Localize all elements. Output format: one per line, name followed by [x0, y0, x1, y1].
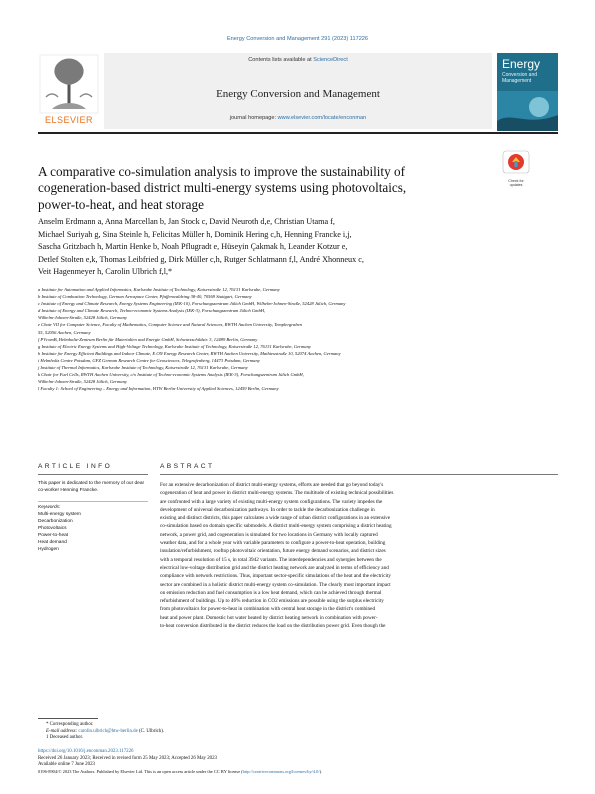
doi-link[interactable]: https://doi.org/10.1016/j.enconman.2023.117226: [38, 749, 134, 754]
abstract-line: development of universal decarbonization pathways. In order to tackle the decarbonization challenge in: [160, 506, 375, 513]
keyword: Photovoltaics: [38, 525, 67, 531]
homepage-prefix: journal homepage:: [229, 115, 278, 121]
affiliation: j Institute of Thermal Informatics, Karlsruhe Institute of Technology, Kaiserstraße 12, 76131 Karlsruhe, Germany: [38, 365, 248, 371]
info-divider: [38, 501, 148, 502]
abstract-rule: [160, 474, 558, 475]
affiliation: k Chair for Fuel Cells, RWTH Aachen University, c/o Institute of Techno-economic Systems Analysis (IEK-3), Forschungszentrum Jülich GmbH,: [38, 372, 304, 378]
crossmark-label: [502, 179, 530, 188]
homepage-line: [104, 115, 492, 121]
footnote-rule: [38, 718, 98, 719]
footnote-corresponding: * Corresponding author.: [46, 722, 94, 727]
affiliation: e Chair VII for Computer Science, Faculty of Mathematics, Computer Science and Natural Sciences, RWTH Aachen University, Templergraben: [38, 322, 302, 328]
available-online: Available online 7 June 2023: [38, 762, 95, 768]
affiliation: l Faculty 1: School of Engineering – Energy and Information, HTW Berlin-University of Applied Sciences, 12459 Berlin, Germany: [38, 386, 279, 392]
author-line[interactable]: Michael Suriyah g, Sina Steinle h, Felicitas Müller h, Dominik Hering c,h, Henning Francke i,j,: [38, 229, 352, 239]
elsevier-logo: [38, 53, 100, 129]
cover-graphic: [497, 91, 558, 131]
author-line[interactable]: Anselm Erdmann a, Anna Marcellan b, Jan Stock c, David Neuroth d,e, Christian Utama f,: [38, 217, 335, 226]
author-line[interactable]: Veit Hagenmeyer h, Carolin Ulbrich f,l,*: [38, 267, 173, 276]
journal-cover: [497, 53, 558, 131]
abstract-line: refurbishment of buildings. Up to 46% reduction in CO2 emissions are possible using the surplus electricity: [160, 598, 384, 605]
keyword-list: [38, 512, 148, 553]
affiliation-list: [38, 286, 558, 392]
abstract-line: heat and power plant. Domestic hot water heated by district heating network in combination with power-: [160, 614, 378, 621]
received-dates: Received 26 January 2023; Received in revised form 25 May 2023; Accepted 26 May 2023: [38, 755, 218, 761]
affiliation: f PVcomB, Helmholtz-Zentrum Berlin für Materialien und Energie GmbH, Schwarzschildstr. 3, 12489 Berlin, Germany: [38, 336, 258, 342]
abstract-body: [160, 481, 558, 630]
author-line[interactable]: Sascha Gritzbach h, Martin Henke b, Noah Pflugradt e, Hüseyin Çakmak h, Leander Kotzur e,: [38, 242, 348, 251]
author-line[interactable]: Detlef Stolten e,k, Thomas Leibfried g, Dirk Müller c,h, Rutger Schlatmann f,l, André Xhonneux c,: [38, 254, 364, 264]
license-line: [38, 769, 558, 776]
affiliation: g Institute of Electric Energy Systems and High-Voltage Technology, Karlsruhe Institute of Technology, Kaiserstraße 12, 76131 Karlsruhe, Germany: [38, 343, 311, 349]
author-list: [38, 216, 558, 279]
affiliation: Wilhelm-Johnen-Straße, 52428 Jülich, Germany: [38, 315, 127, 321]
license-prefix: 0196-8904/© 2023 The Authors. Published by Elsevier Ltd. This is an open access article under the CC BY license (: [38, 768, 243, 774]
info-rule: [38, 474, 148, 475]
publication-info: [38, 749, 558, 775]
title-line: A comparative co-simulation analysis to improve the sustainability of: [38, 164, 405, 179]
abstract-line: with a temporal resolution of 15 s, in total 3942 variants. The interdependencies and synergies between the: [160, 556, 382, 563]
affiliation: b Institute of Combustion Technology, German Aerospace Center, Pfaffenwaldring 38-40, 70569 Stuttgart, Germany: [38, 294, 252, 300]
contents-line: [104, 57, 492, 63]
article-title: [38, 164, 488, 213]
crossmark-line: updates: [509, 183, 523, 188]
affiliation: c Institute of Energy and Climate Research, Energy Systems Engineering (IEK-10), Forschungszentrum Jülich GmbH, Wilhelm-Johnen-Straße, 52428 Jülich, Germany: [38, 301, 346, 307]
affiliation: d Institute of Energy and Climate Research, Techno-economic Systems Analysis (IEK-3), Forschungszentrum Jülich GmbH,: [38, 308, 266, 314]
dedication: This paper is dedicated to the memory of our dear co-worker Henning Francke.: [38, 481, 145, 493]
affiliation: Wilhelm-Johnen-Straße, 52428 Jülich, Germany: [38, 379, 127, 385]
keyword: Heat demand: [38, 539, 67, 545]
publisher-name: ELSEVIER: [44, 115, 94, 125]
contents-prefix: Contents lists available at: [248, 57, 314, 63]
homepage-link[interactable]: www.elsevier.com/locate/enconman: [277, 115, 367, 121]
crossmark-icon: [502, 150, 530, 174]
abstract-line: from photovoltaics for power-to-heat in combination with central heat storage in the district's combined: [160, 606, 376, 613]
abstract-heading: ABSTRACT: [160, 463, 215, 470]
abstract-line: are confronted with a large variety of existing multi-energy system configurations. The variety impedes the: [160, 498, 383, 505]
abstract-line: compliance with network restrictions. Thus, important sector-specific simulations of the heat and the electricity: [160, 573, 392, 580]
journal-name: Energy Conversion and Management: [216, 88, 380, 100]
affiliation: i Helmholtz Centre Potsdam, GFZ German Research Centre for Geosciences, Telegrafenberg, 14473 Potsdam, Germany: [38, 357, 260, 363]
affiliation: a Institute for Automation and Applied Informatics, Karlsruhe Institute of Technology, Kaiserstraße 12, 76131 Karlsruhe, Germany: [38, 287, 280, 292]
footnote-deceased: 1 Deceased author.: [46, 735, 84, 741]
keyword: Multi-energy system: [38, 512, 81, 517]
abstract-line: sector are combined in a holistic district multi-energy system co-simulation. The clearly most important impact: [160, 581, 391, 588]
title-line: power-to-heat, and heat storage: [38, 196, 204, 212]
abstract-line: insulation/refurbishment, rooftop photovoltaic orientation, future energy demand scenarios, and district sizes: [160, 548, 386, 555]
header-rule: [38, 132, 558, 134]
journal-citation[interactable]: Energy Conversion and Management 291 (2023) 117226: [226, 36, 369, 42]
footnote-email: [38, 729, 558, 736]
abstract-line: existing and distinct districts, this paper calculates a wide range of urban district configurations in an extensive: [160, 515, 391, 522]
email-link[interactable]: carolin.ulbrich@htw-berlin.de: [78, 728, 138, 734]
cover-subtitle: Conversion and Management: [502, 72, 538, 84]
abstract-line: For an extensive decarbonization of district multi-energy systems, efforts are needed that go beyond today's: [160, 482, 384, 488]
cover-title: Energy: [502, 57, 541, 71]
abstract-line: on emission reduction and fuel consumption is a low heat demand, which can be achieved through thermal: [160, 589, 382, 596]
sciencedirect-link[interactable]: ScienceDirect: [313, 57, 348, 63]
keywords-label: Keywords:: [38, 505, 61, 510]
abstract-line: co-simulation based on domain specific submodels. A district multi-energy system comprising a district heating: [160, 523, 392, 530]
keyword: Hydrogen: [38, 546, 59, 552]
crossmark-badge[interactable]: [502, 150, 530, 188]
affiliation: 55, 52056 Aachen, Germany: [38, 329, 91, 335]
affiliation: h Institute for Energy Efficient Buildings and Indoor Climate, E.ON Energy Research Center, RWTH Aachen University, Mathieustraße 10, 52074 Aachen, Germany: [38, 350, 341, 356]
abstract-line: network, a power grid, and cogeneration is simulated for two locations in Germany with locally captured: [160, 531, 378, 538]
keyword: Decarbonization: [38, 518, 73, 524]
abstract-line: cogeneration of heat and power in district multi-energy systems. The multitude of existing technical possibilities: [160, 490, 394, 497]
article-info-heading: ARTICLE INFO: [38, 463, 113, 470]
crossmark-line: Check for: [508, 179, 524, 183]
title-line: cogeneration-based district multi-energy systems using photovoltaics,: [38, 180, 407, 196]
license-suffix: ).: [319, 768, 323, 774]
keyword: Power-to-heat: [38, 532, 69, 538]
email-label: E-mail address:: [46, 728, 79, 734]
footnotes: [38, 722, 558, 742]
email-suffix: (C. Ulbrich).: [137, 728, 165, 734]
abstract-line: weather data, and for a whole year with variable parameters to configure a power-to-heat operation, building: [160, 540, 386, 547]
abstract-line: electrical low-voltage distribution grid and the district heating network are analyzed in terms of efficiency and: [160, 564, 389, 571]
abstract-line: to-heat conversion distributed in the district reduces the load on the distribution power grid. Even though the: [160, 623, 386, 630]
license-link[interactable]: http://creativecommons.org/licenses/by/4.0/: [242, 768, 320, 774]
